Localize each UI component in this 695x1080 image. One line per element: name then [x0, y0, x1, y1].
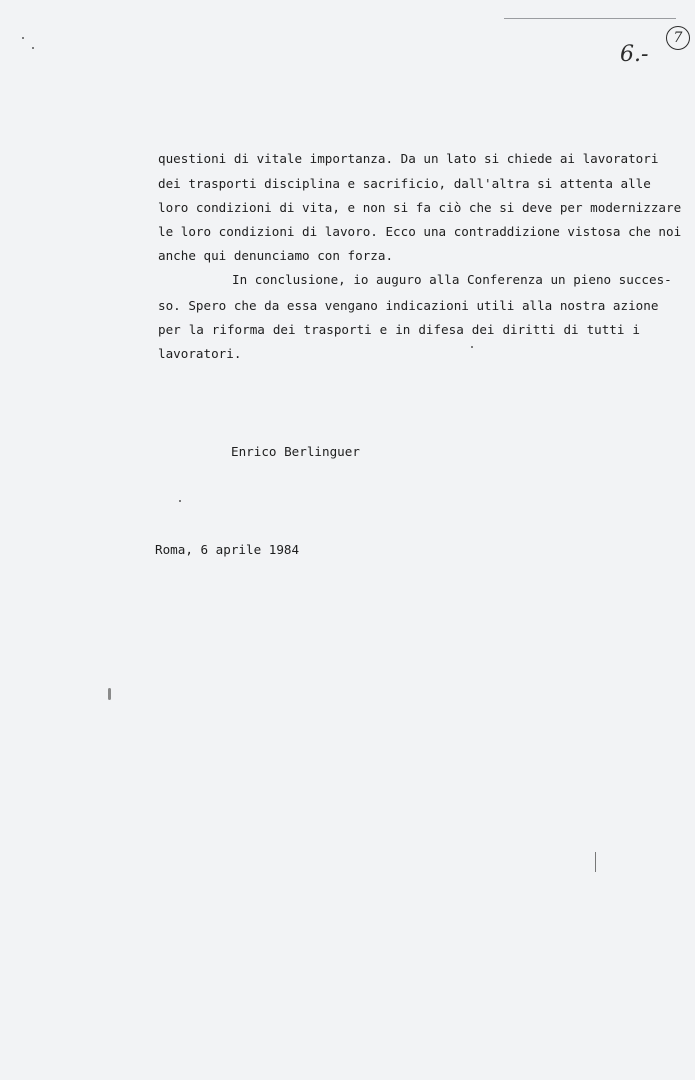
paragraph-2-line-3: per la riforma dei trasporti e in difesa dei diritti di tutti i [158, 322, 640, 337]
scan-mark [108, 688, 111, 700]
top-rule [504, 18, 676, 19]
paragraph-1-line-2: dei trasporti disciplina e sacrificio, dall'altra si attenta alle [158, 176, 651, 191]
scan-speck [32, 47, 34, 49]
page-number: 6.- [620, 42, 649, 67]
scan-speck [471, 346, 473, 348]
paragraph-2-line-1: In conclusione, io auguro alla Conferenza un pieno succes- [232, 272, 672, 287]
paragraph-1-line-3: loro condizioni di vita, e non si fa ciò che si deve per modernizzare [158, 200, 682, 215]
scan-speck [22, 37, 24, 39]
scan-speck [179, 500, 181, 502]
scan-mark [595, 852, 596, 872]
paragraph-1-line-4: le loro condizioni di lavoro. Ecco una contraddizione vistosa che noi [158, 224, 682, 239]
paragraph-2-line-4: lavoratori. [158, 346, 242, 361]
paragraph-1-line-1: questioni di vitale importanza. Da un lato si chiede ai lavoratori [158, 151, 659, 166]
circled-page-number: 7 [666, 26, 690, 50]
paragraph-1-line-5: anche qui denunciamo con forza. [158, 248, 394, 263]
paragraph-2-line-2: so. Spero che da essa vengano indicazioni utili alla nostra azione [158, 298, 659, 313]
dateline: Roma, 6 aprile 1984 [155, 542, 300, 557]
signature-name: Enrico Berlinguer [231, 444, 360, 459]
